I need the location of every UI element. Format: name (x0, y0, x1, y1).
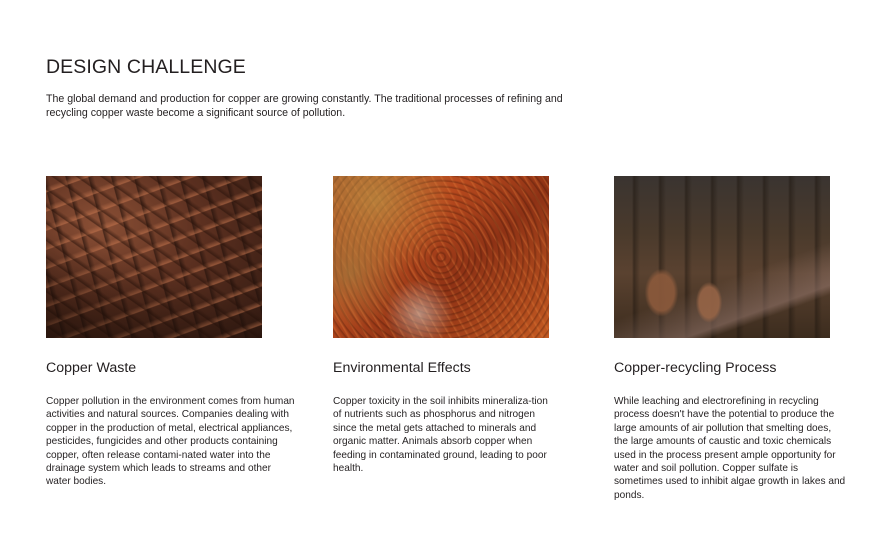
card-body: Copper toxicity in the soil inhibits mineraliza-tion of nutrients such as phosphorus and nitrogen since the metal gets attached to minerals and organic matter. Animals absorb copper when feeding in contaminated ground, leading to poor health. (333, 396, 548, 475)
card-copper-waste (46, 176, 295, 488)
page-title: DESIGN CHALLENGE (46, 56, 246, 78)
copper-waste-photo (46, 176, 262, 338)
card-copper-recycling-process (614, 176, 846, 501)
contaminated-soil-photo (333, 176, 549, 338)
card-body: While leaching and electrorefining in recycling process doesn't have the potential to produce the large amounts of air pollution that smelting does, the large amounts of caustic and toxic chemicals used in the process present ample opportunity for water and soil pollution. Copper sulfate is sometimes used to inhibit algae growth in lakes and ponds. (614, 396, 846, 501)
card-environmental-effects (333, 176, 549, 475)
scrap-yard-machinery-photo (614, 176, 830, 338)
card-body: Copper pollution in the environment comes from human activities and natural sources. Companies dealing with copper in the production of metal, electrical appliances, pesticides, fungicides and other products containing copper, often release contami-nated water into the drainage system which leads to streams and other water bodies. (46, 396, 295, 488)
card-title: Environmental Effects (333, 360, 471, 376)
intro-paragraph: The global demand and production for copper are growing constantly. The traditional processes of refining and recycling copper waste become a significant source of pollution. (46, 93, 563, 119)
card-title: Copper Waste (46, 360, 137, 376)
card-title: Copper-recycling Process (614, 360, 777, 376)
